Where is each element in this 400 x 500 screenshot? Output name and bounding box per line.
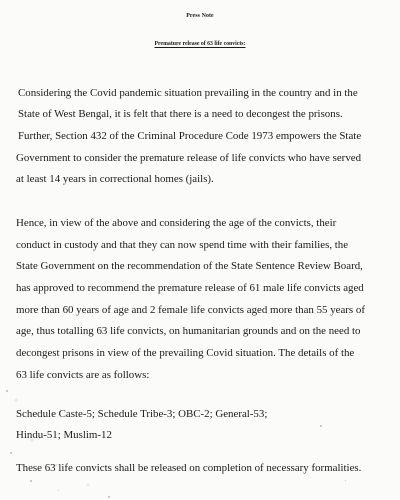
- paragraph1-line: Considering the Covid pandemic situation prevailing in the country and in the: [18, 87, 358, 99]
- document-title: Press Note: [186, 13, 214, 19]
- paragraph2-line: more than 60 years of age and 2 female life convicts aged more than 55 years of: [16, 304, 365, 316]
- paragraph1-line: Government to consider the premature release of life convicts who have served: [16, 152, 362, 164]
- paragraph2-line: age, thus totalling 63 life convicts, on humanitarian grounds and on the need to: [16, 325, 361, 337]
- details-line: Hindu-51; Muslim-12: [16, 429, 112, 441]
- scan-speck: [345, 480, 346, 481]
- paragraph2-line: State Government on the recommendation of the State Sentence Review Board,: [16, 260, 363, 272]
- scan-speck: [30, 480, 32, 482]
- document-subtitle: Premature release of 63 life convicts:: [154, 41, 246, 47]
- scan-speck: [6, 390, 8, 392]
- paragraph1-line: at least 14 years in correctional homes (jails).: [16, 173, 214, 185]
- scan-speck: [108, 496, 110, 498]
- paragraph2-line: decongest prisons in view of the prevailing Covid situation. The details of the: [16, 347, 355, 359]
- closing-line: These 63 life convicts shall be released on completion of necessary formalities.: [16, 462, 362, 474]
- paragraph2-line: Hence, in view of the above and considering the age of the convicts, their: [16, 217, 337, 229]
- paragraph2-line: 63 life convicts are as follows:: [16, 369, 150, 381]
- scan-speck: [10, 452, 12, 454]
- details-line: Schedule Caste-5; Schedule Tribe-3; OBC-2; General-53;: [16, 408, 268, 420]
- paragraph2-line: has approved to recommend the premature release of 61 male life convicts aged: [16, 282, 364, 294]
- paragraph2-line: conduct in custody and that they can now spend time with their families, the: [16, 239, 349, 251]
- scan-speck: [320, 425, 322, 427]
- paragraph1-line: Further, Section 432 of the Criminal Procedure Code 1973 empowers the State: [18, 130, 362, 142]
- scan-speck: [58, 490, 59, 491]
- paragraph1-line: State of West Bengal, it is felt that there is a need to decongest the prisons.: [18, 108, 343, 120]
